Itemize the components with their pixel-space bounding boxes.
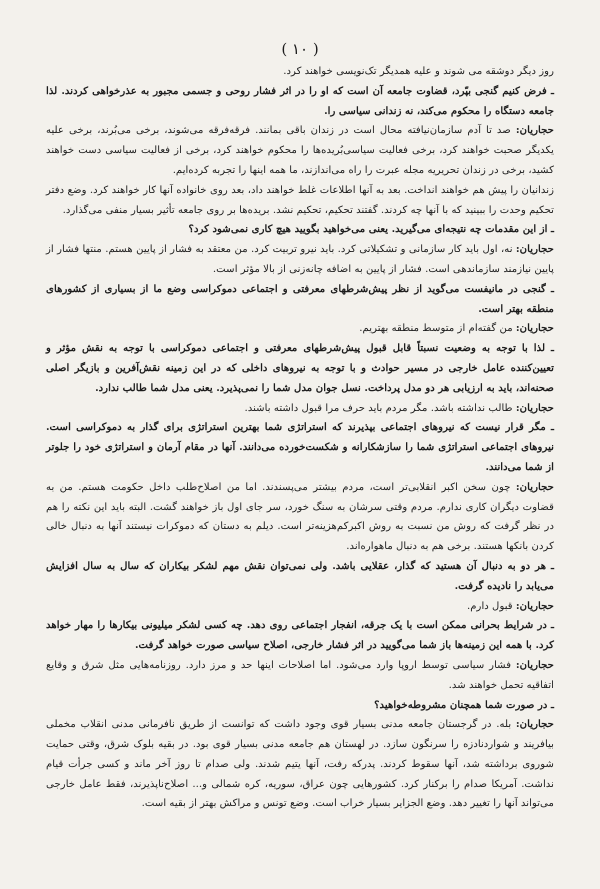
paragraph-text: ـ هر دو به دنبال آن هستید که گذار، عقلایی باشد. ولی نمی‌توان نقش مهم لشکر بیکاران که سال به سال افزایش می‌یابد را نادیده گرفت. bbox=[46, 559, 554, 592]
page-number: ( ۱۰ ) bbox=[281, 40, 319, 58]
paragraph-text: من گفته‌ام از متوسط منطقه بهتریم. bbox=[359, 323, 516, 335]
interview-answer bbox=[46, 240, 554, 280]
paragraph-text: بله. در گرجستان جامعه مدنی بسیار قوی وجود داشت که توانست از طریق نافرمانی مدنی انقلاب مخملی بیافریند و شواردنادزه را سرنگون سازد. در لهستان هم جامعه مدنی بسیار قوی بود. در بقیه بلوک شرق، وقتی حمایت شوروی برداشته شد، آنها سقوط کردند. پدرکه رفت، آنها یتیم شدند. ولی صدام تا روز آخر ماند و کسی جرأت قیام نداشت. آمریکا صدام را برکنار کرد. کشورهایی چون عراق، سوریه، کره شمالی و... اصلاح‌ناپذیرند، فقط عامل خارجی می‌تواند آنها را تغییر دهد. وضع الجزایر بسیار خراب است. وضع تونس و مراکش بهتر از بقیه است. bbox=[46, 719, 554, 810]
paragraph-text: روز دیگر دوشقه می شوند و علیه همدیگر تک‌نویسی خواهند کرد. bbox=[283, 66, 554, 77]
speaker-label: حجاریان: bbox=[515, 124, 554, 137]
paragraph-text: قبول دارم. bbox=[466, 600, 516, 612]
paragraph-text: ـ از این مقدمات چه نتیجه‌ای می‌گیرید. یعنی می‌خواهید بگویید هیچ کاری نمی‌شود کرد؟ bbox=[188, 223, 554, 236]
interview-question bbox=[46, 418, 554, 477]
paragraph-text: ـ در شرایط بحرانی ممکن است با یک جرقه، انفجار اجتماعی روی دهد. چه کسی لشکر میلیونی بیکارها را مهار خواهد کرد. با همه این زمینه‌ها باز شما می‌گویید در اثر فشار خارجی، اصلاح سیاسی صورت خواهد گرفت. bbox=[46, 619, 554, 652]
paragraph-text: ـ گنجی در مانیفست می‌گوید از نظر پیش‌شرطهای معرفتی و اجتماعی دموکراسی وضع ما از بسیاری از کشورهای منطقه بهتر است. bbox=[46, 282, 554, 315]
interview-answer bbox=[46, 478, 554, 557]
interview-question bbox=[46, 220, 554, 240]
paragraph-text: صد تا آدم سازمان‌نیافته محال است در زندان باقی بمانند. فرقه‌فرقه می‌شوند، برخی می‌بُرند، برخی علیه یکدیگر صحبت خواهند کرد، برخی فعالیت سیاسی‌بُریده‌ها را محکوم خواهند کرد، برخی از فعالیت سیاسی دست خواهند کشید، برخی در زندان تحریریه مجله عبرت را راه می‌اندازند، ما همه اینها را تجربه کرده‌ایم. bbox=[46, 125, 554, 176]
paragraph-text: ـ لذا با توجه به وضعیت نسبتاً قابل قبول پیش‌شرطهای معرفتی و اجتماعی دموکراسی با توجه به نقش مؤثر و تعیین‌کننده عامل خارجی در مسیر حوادث و با توجه به نیروهای داخلی که در این زمینه نقش‌آفرین و بازیگر اصلی صحنه‌اند، باید به ارزیابی هر دو مدل پرداخت. نسل جوان مدل شما را نمی‌پذیرد. یعنی مدل شما طالب ندارد. bbox=[46, 342, 554, 394]
speaker-label: حجاریان: bbox=[515, 322, 554, 335]
paragraph-text: فشار سیاسی توسط اروپا وارد می‌شود. اما اصلاحات اینها حد و مرز دارد. روزنامه‌هایی مثل شرق و وقایع اتفاقیه تحمل خواهند شد. bbox=[46, 659, 554, 691]
speaker-label: حجاریان: bbox=[515, 599, 554, 612]
paragraph bbox=[46, 181, 554, 221]
interview-answer bbox=[46, 597, 554, 617]
paragraph-text: ـ مگر قرار نیست که نیروهای اجتماعی بپذیرند که استراتژی شما بهترین استراتژی برای گذار به دموکراسی است. نیروهای اجتماعی استراتژی شما را سازشکارانه و شکست‌خورده می‌دانند. آنها در مقام آرمان و استراتژی خود را جلوتر از شما می‌دانند. bbox=[46, 421, 554, 473]
interview-answer bbox=[46, 319, 554, 339]
paragraph-text: نه، اول باید کار سازمانی و تشکیلاتی کرد. باید نیرو تربیت کرد. من معتقد به فشار از پایین هستم. منتها فشار از پایین نیازمند سازماندهی است. فشار از پایین به اضافه چانه‌زنی از بالا مؤثر است. bbox=[46, 244, 554, 275]
interview-question bbox=[46, 557, 554, 597]
interview-question bbox=[46, 696, 554, 716]
interview-answer bbox=[46, 715, 554, 814]
document-body bbox=[46, 62, 554, 814]
interview-question bbox=[46, 82, 554, 122]
speaker-label: حجاریان: bbox=[515, 401, 554, 414]
paragraph-text: چون سخن اکبر انقلابی‌تر است، مردم بیشتر می‌پسندند. اما من اصلاح‌طلب داخل حکومت هستم. من به قضاوت دیگران کاری ندارم. مردم وقتی سرشان به سنگ خورد، سر جای اول باز خواهند گشت. البته باید این نکته را هم در نظر گرفت که روش من نسبت به روش اکبرکم‌هزینه‌تر است. دیلم به دستان که دموکرات نیستند آنها به دنبال خالی کردن بانکها هستند. برخی هم به دنبال ماهواره‌اند. bbox=[46, 481, 554, 553]
interview-question bbox=[46, 280, 554, 320]
paragraph-text: ـ در صورت شما همچنان مشروطه‌خواهید؟ bbox=[374, 698, 554, 711]
interview-answer bbox=[46, 656, 554, 696]
interview-answer bbox=[46, 399, 554, 419]
paragraph-text: زندانیان را پیش هم خواهند انداخت. بعد به آنها اطلاعات غلط خواهند داد، بعد روی خانواده آنها کار خواهند کرد. وضع دفتر تحکیم وحدت را ببینید که با آنها چه کردند. گفتند تحکیم، تحکیم نشد. بریده‌ها بر روی جامعه تأثیر بسیار منفی می‌گذارد. bbox=[46, 184, 554, 216]
interview-question bbox=[46, 339, 554, 398]
interview-question bbox=[46, 616, 554, 656]
speaker-label: حجاریان: bbox=[515, 243, 554, 256]
speaker-label: حجاریان: bbox=[515, 718, 554, 731]
paragraph bbox=[46, 62, 554, 82]
interview-answer bbox=[46, 121, 554, 180]
speaker-label: حجاریان: bbox=[515, 658, 554, 671]
speaker-label: حجاریان: bbox=[515, 480, 554, 493]
paragraph-text: طالب نداشته باشد. مگر مردم باید حرف مرا قبول داشته باشند. bbox=[244, 402, 516, 414]
paragraph-text: ـ فرض کنیم گنجی بپّرد، قضاوت جامعه آن است که او را در اثر فشار روحی و جسمی مجبور به عذرخواهی کردند. لذا جامعه دستگاه را محکوم می‌کند، نه زندانی سیاسی را. bbox=[46, 84, 554, 117]
